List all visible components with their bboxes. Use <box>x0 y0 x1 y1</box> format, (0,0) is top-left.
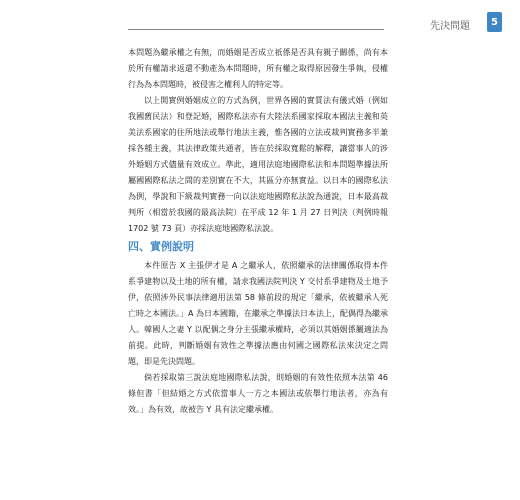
header-rule <box>128 29 384 30</box>
page-body <box>128 45 388 418</box>
section-heading: 四、實例說明 <box>128 240 194 253</box>
paragraph-3: 本件原告 X 主張伊才是 A 之繼承人，依照繼承的法律關係取得本件系爭建物以及土地的所有權，請求我國法院判決 Y 交付系爭建物及土地予伊，依照涉外民事法律適用法第 58 條前段的規定「繼承，依被繼承人死亡時之本國法。」A 為日本國籍，在繼承之準據法日本法上，配偶得為繼承人。韓國人之妻 Y 以配偶之身分主張繼承權時，必須以其婚姻係屬適法為前提。此時，判斷婚姻有效性之準據法應由何國之國際私法來決定之問題，即是先決問題。 <box>128 261 389 366</box>
page-number-badge: 5 <box>487 12 502 32</box>
paragraph-2: 以上開實例婚姻成立的方式為例，世界各國的實質法有儀式婚（例如我國舊民法）和登記婚，國際私法亦有大陸法系國家採取本國法主義和英美法系國家的住所地法或舉行地法主義，惟各國的立法或裁判實務多半兼採各種主義，其法律政策共通者，皆在於採取寬鬆的解釋，讓當事人的涉外婚姻方式儘量有效成立。準此，適用法庭地國際私法和本問題準據法所屬國國際私法之間的差別實在不大，其區分亦無實益。以日本的國際私法為例，學說和下級裁判實務一向以法庭地國際私法說為通說，日本最高裁判所（相當於我國的最高法院）在平成 12 年 1 月 27 日判決（判例時報 1702 號 73 頁）亦採法庭地國際私法說。 <box>128 96 388 233</box>
page-header-title: 先決問題 <box>430 21 470 32</box>
paragraph-1: 本問題為繼承權之有無，而婚姻是否成立祇係是否具有親子關係，尚有本於所有權請求返還不動產為本問題時，所有權之取得原因發生爭執，侵權行為為本問題時，被侵害之權利人的特定等。 <box>128 48 388 89</box>
paragraph-4: 倘若採取第三說法庭地國際私法說，則婚姻的有效性依照本法第 46 條但書「但結婚之方式依當事人一方之本國法或依舉行地法者，亦為有效。」為有效，故被告 Y 具有法定繼承權。 <box>128 373 388 414</box>
